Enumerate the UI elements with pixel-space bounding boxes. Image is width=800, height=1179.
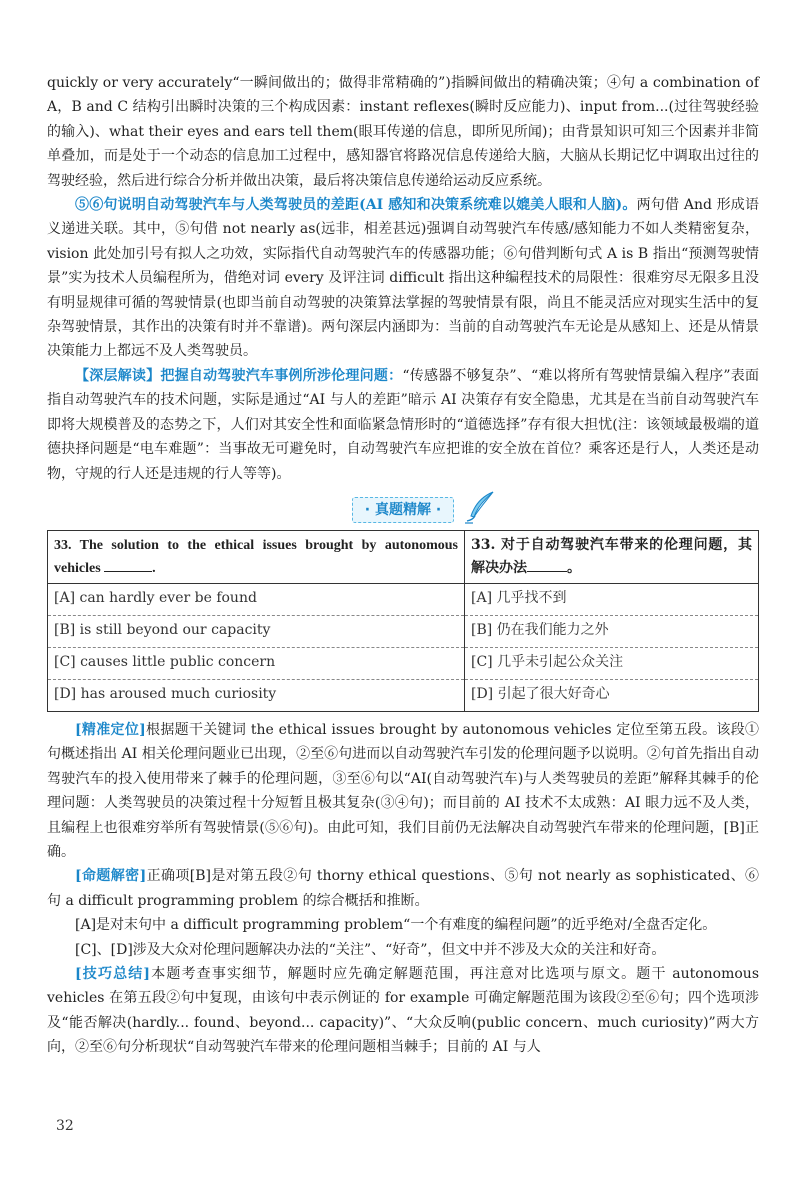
- deep-reading-paragraph: [47, 364, 759, 486]
- option-row-c: [48, 647, 759, 679]
- question-stem-row: [48, 530, 759, 583]
- question-table: [47, 530, 759, 712]
- banner-dot-left: ·: [364, 501, 371, 518]
- option-row-b: [48, 615, 759, 647]
- skill-summary-body: 本题考查事实细节，解题时应先确定解题范围，再注意对比选项与原文。题干 autonomous vehicles 在第五段②句中复现，由该句中表示例证的 for example 可确定解题范围为该段②至⑥句；四个选项涉及“能否解决(hardly... found、beyond... capacity)”、“大众反响(public concern、much curiosity)”两大方向，②至⑥句分析现状“自动驾驶汽车带来的伦理问题相当棘手；目前的 AI 与人: [47, 965, 759, 1056]
- intro-paragraph: quickly or very accurately“一瞬间做出的；做得非常精确的”)指瞬间做出的精确决策；④句 a combination of A，B and C 结构引出瞬时决策的三个构成因素：instant reflexes(瞬时反应能力)、input from...(过往驾驶经验的输入)、what their eyes and ears tell them(眼耳传递的信息，即所见所闻)；由背景知识可知三个因素并非简单叠加，而是处于一个动态的信息加工过程中，感知器官将路况信息传递给大脑，大脑从长期记忆中调取出过往的驾驶经验，然后进行综合分析并做出决策，最后将决策信息传递给运动反应系统。: [47, 75, 759, 189]
- precise-locate-body: 根据题干关键词 the ethical issues brought by autonomous vehicles 定位至第五段。该段①句概述指出 AI 相关伦理问题业已出现，②至⑥句进而以自动驾驶汽车引发的伦理问题予以说明。②句首先指出自动驾驶汽车的投入使用带来了棘手的伦理问题，③至⑥句以“AI(自动驾驶汽车)与人类驾驶员的差距”解释其棘手的伦理问题：人类驾驶员的决策过程十分短暂且极其复杂(③④句)；而目前的 AI 技术不太成熟：AI 眼力远不及人类，且编程上也很难穷举所有驾驶情景(⑤⑥句)。由此可知，我们目前仍无法解决自动驾驶汽车带来的伦理问题，[B]正确。: [47, 721, 759, 860]
- deep-reading-heading: 【深层解读】把握自动驾驶汽车事例所涉伦理问题：: [75, 367, 403, 384]
- precise-locate-label: [精准定位]: [75, 721, 146, 738]
- stem-en-blank: [104, 557, 152, 572]
- stem-cn-blank: [527, 557, 567, 572]
- precise-locate-paragraph: [47, 718, 759, 864]
- banner-label: 真题精解: [375, 501, 431, 518]
- option-b-cn: [B] 仍在我们能力之外: [465, 615, 759, 647]
- stem-en-text: 33. The solution to the ethical issues brought by autonomous vehicles: [54, 537, 458, 576]
- banner-label-box: [352, 497, 454, 523]
- stem-en-end: .: [152, 560, 156, 576]
- option-c-cn: [C] 几乎未引起公众关注: [465, 647, 759, 679]
- decode-paragraph: [47, 864, 759, 913]
- decode-label: [命题解密]: [75, 868, 147, 885]
- option-c-en: [C] causes little public concern: [48, 647, 465, 679]
- option-d-en: [D] has aroused much curiosity: [48, 679, 465, 711]
- option-a-cn: [A] 几乎找不到: [465, 583, 759, 615]
- deep-reading-body: “传感器不够复杂”、“难以将所有驾驶情景编入程序”表面指自动驾驶汽车的技术问题，实际是通过“AI 与人的差距”暗示 AI 决策存有安全隐患，尤其是在当前自动驾驶汽车即将大规模普及的态势之下，人们对其安全性和面临紧急情形时的“道德选择”存有很大担忧(注：该领域最极端的道德抉择问题是“电车难题”：当事故无可避免时，自动驾驶汽车应把谁的安全放在首位？乘客还是行人，人类还是动物，守规的行人还是违规的行人等等)。: [47, 367, 759, 482]
- option-b-en: [B] is still beyond our capacity: [48, 615, 465, 647]
- section-banner: [47, 494, 759, 524]
- quill-icon: [463, 490, 497, 524]
- option-d-cn: [D] 引起了很大好奇心: [465, 679, 759, 711]
- analysis-paragraph-56: [47, 193, 759, 364]
- stem-cn-end: 。: [567, 559, 581, 576]
- banner-dot-right: ·: [435, 501, 442, 518]
- stem-cn-text: 33. 对于自动驾驶汽车带来的伦理问题，其解决办法: [471, 536, 752, 576]
- question-stem-en: [48, 530, 465, 583]
- distractor-cd-paragraph: [C]、[D]涉及大众对伦理问题解决办法的“关注”、“好奇”，但文中并不涉及大众的关注和好奇。: [75, 941, 666, 958]
- analysis-body: 两句借 And 形成语义递进关联。其中，⑤句借 not nearly as(远非，相差甚远)强调自动驾驶汽车传感/感知能力不如人类精密复杂，vision 此处加引号有拟人之功效，实际指代自动驾驶汽车的传感器功能；⑥句借判断句式 A is B 指出“预测驾驶情景”实为技术人员编程所为，借绝对词 every 及评注词 difficult 指出这种编程技术的局限性：很难穷尽无限多且没有明显规律可循的驾驶情景(也即当前自动驾驶的决策算法掌握的驾驶情景有限，尚且不能灵活应对现实生活中的复杂驾驶情景，其作出的决策有时并不靠谱)。两句深层内涵即为：当前的自动驾驶汽车无论是从感知上、还是从情景决策能力上都远不及人类驾驶员。: [47, 197, 759, 360]
- analysis-lead: ⑤⑥句说明自动驾驶汽车与人类驾驶员的差距(AI 感知和决策系统难以媲美人眼和人脑)。: [75, 197, 637, 214]
- content-column: [47, 71, 759, 1060]
- page-number: 32: [56, 1118, 74, 1134]
- decode-body: 正确项[B]是对第五段②句 thorny ethical questions、⑤句 not nearly as sophisticated、⑥句 a difficult programming problem 的综合概括和推断。: [47, 868, 759, 909]
- option-row-a: [48, 583, 759, 615]
- distractor-a-paragraph: [A]是对末句中 a difficult programming problem“一个有难度的编程问题”的近乎绝对/全盘否定化。: [75, 917, 717, 934]
- option-row-d: [48, 679, 759, 711]
- skill-summary-label: [技巧总结]: [75, 965, 151, 982]
- skill-summary-paragraph: [47, 962, 759, 1060]
- question-stem-cn: [465, 530, 759, 583]
- option-a-en: [A] can hardly ever be found: [48, 583, 465, 615]
